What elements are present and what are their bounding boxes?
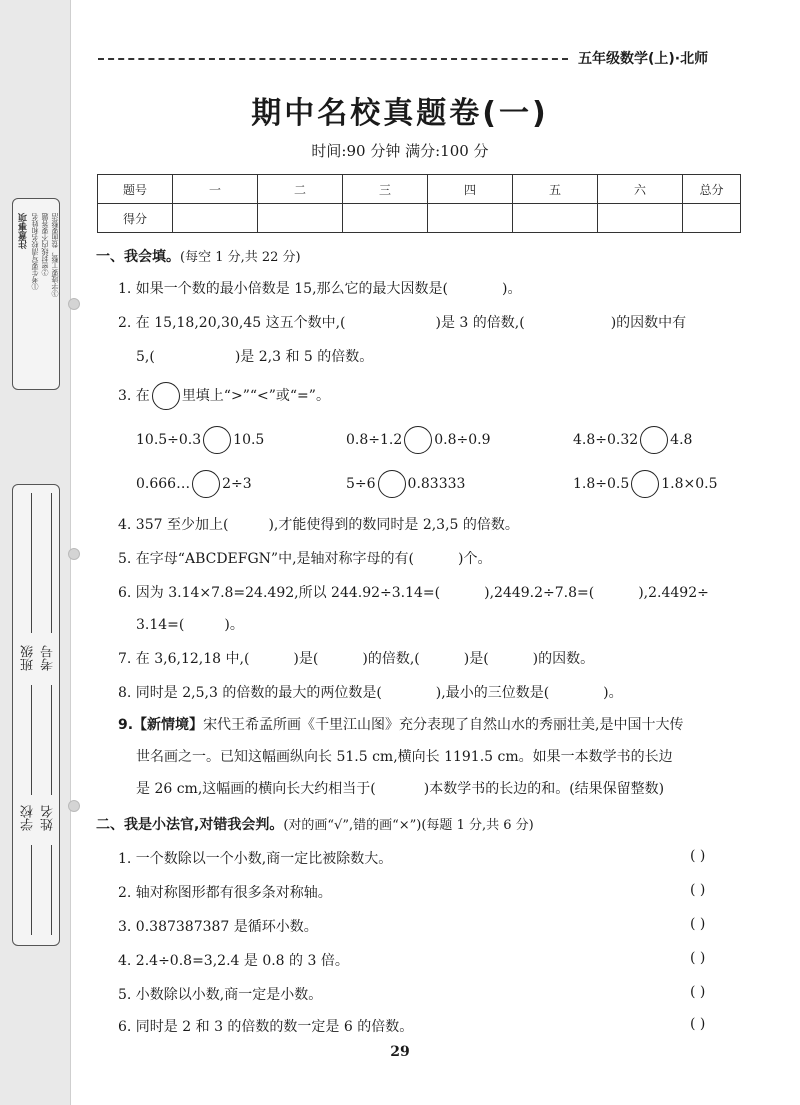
field-exam-number: 考号 — [41, 645, 56, 671]
page-title: 期中名校真题卷(一) — [251, 96, 549, 131]
binding-hole — [68, 548, 80, 560]
circle-blank-icon — [152, 382, 180, 410]
compare-item-5: 5÷6 0.83333 — [346, 470, 465, 498]
score-table — [97, 174, 741, 233]
compare-item-6: 1.8÷0.5 1.8×0.5 — [573, 470, 718, 498]
notice-line-1: ①考生要写清校名和姓名 — [31, 213, 39, 290]
table-cell: 四 — [428, 175, 513, 204]
compare-circle[interactable] — [192, 470, 220, 498]
notice-label: 注意事项 — [19, 213, 29, 249]
notice-line-3: ③字迹要工整，卷面要整洁 — [51, 213, 59, 297]
binding-hole — [68, 298, 80, 310]
score-cell[interactable] — [343, 204, 428, 233]
judge-item-2: 2. 轴对称图形都有很多条对称轴。 — [118, 885, 332, 901]
compare-circle[interactable] — [203, 426, 231, 454]
question-1: 1. 如果一个数的最小倍数是 15,那么它的最大因数是( )。 — [118, 281, 522, 297]
judge-item-3: 3. 0.387387387 是循环小数。 — [118, 919, 318, 935]
compare-circle[interactable] — [378, 470, 406, 498]
question-3: 3. 在 里填上“>”“<”或“=”。 — [118, 382, 330, 410]
score-cell[interactable] — [428, 204, 513, 233]
field-class: 班级 — [21, 645, 36, 671]
compare-item-4: 0.666… 2÷3 — [136, 470, 252, 498]
score-cell[interactable] — [598, 204, 683, 233]
question-9-line-2: 世名画之一。已知这幅画纵向长 51.5 cm,横向长 1191.5 cm。如果一本数学书的长边 — [136, 749, 673, 765]
table-cell: 三 — [343, 175, 428, 204]
judge-item-5: 5. 小数除以小数,商一定是小数。 — [118, 987, 323, 1003]
question-2: 2. 在 15,18,20,30,45 这五个数中,( )是 3 的倍数,( )的因数中有 — [118, 315, 687, 331]
compare-circle[interactable] — [404, 426, 432, 454]
field-school: 学校 — [21, 805, 36, 831]
table-row — [98, 204, 741, 233]
question-6: 6. 因为 3.14×7.8=24.492,所以 244.92÷3.14=( ),2449.2÷7.8=( ),2.4492÷ — [118, 585, 709, 601]
judge-answer-box[interactable]: ( ) — [690, 984, 706, 1000]
section-1-heading: 一、我会填。(每空 1 分,共 22 分) — [96, 249, 301, 265]
compare-circle[interactable] — [631, 470, 659, 498]
table-cell: 得分 — [98, 204, 173, 233]
score-cell[interactable] — [513, 204, 598, 233]
exam-time-info: 时间:90 分钟 满分:100 分 — [311, 142, 489, 160]
student-id-box — [12, 484, 60, 946]
question-5: 5. 在字母“ABCDEFGN”中,是轴对称字母的有( )个。 — [118, 551, 492, 567]
book-label: 五年级数学(上)·北师 — [578, 51, 709, 67]
judge-answer-box[interactable]: ( ) — [690, 882, 706, 898]
compare-item-1: 10.5÷0.3 10.5 — [136, 426, 264, 454]
table-cell: 一 — [173, 175, 258, 204]
compare-circle[interactable] — [640, 426, 668, 454]
field-name: 姓名 — [41, 805, 56, 831]
score-cell[interactable] — [173, 204, 258, 233]
table-cell: 六 — [598, 175, 683, 204]
question-8: 8. 同时是 2,5,3 的倍数的最大的两位数是( ),最小的三位数是( )。 — [118, 685, 623, 701]
table-cell: 二 — [258, 175, 343, 204]
score-cell[interactable] — [258, 204, 343, 233]
table-cell: 五 — [513, 175, 598, 204]
table-cell: 题号 — [98, 175, 173, 204]
judge-answer-box[interactable]: ( ) — [690, 950, 706, 966]
judge-answer-box[interactable]: ( ) — [690, 916, 706, 932]
question-9-line-3: 是 26 cm,这幅画的横向长大约相当于( )本数学书的长边的和。(结果保留整数) — [136, 781, 665, 797]
question-7: 7. 在 3,6,12,18 中,( )是( )的倍数,( )是( )的因数。 — [118, 651, 595, 667]
question-9: 9.【新情境】宋代王希孟所画《千里江山图》充分表现了自然山水的秀丽壮美,是中国十大传 — [118, 717, 684, 733]
binding-hole — [68, 800, 80, 812]
binding-margin — [0, 0, 71, 1105]
judge-item-4: 4. 2.4÷0.8=3,2.4 是 0.8 的 3 倍。 — [118, 953, 349, 969]
score-cell[interactable] — [683, 204, 741, 233]
notice-box — [12, 198, 60, 390]
question-4: 4. 357 至少加上( ),才能使得到的数同时是 2,3,5 的倍数。 — [118, 517, 519, 533]
page-number: 29 — [390, 1044, 410, 1060]
notice-line-2: ②密封线内不要答题 — [41, 213, 49, 276]
question-6-cont: 3.14=( )。 — [136, 617, 244, 633]
compare-item-3: 4.8÷0.32 4.8 — [573, 426, 692, 454]
compare-item-2: 0.8÷1.2 0.8÷0.9 — [346, 426, 491, 454]
judge-answer-box[interactable]: ( ) — [690, 1016, 706, 1032]
header-dashed-line — [98, 58, 568, 60]
judge-item-1: 1. 一个数除以一个小数,商一定比被除数大。 — [118, 851, 393, 867]
question-2-cont: 5,( )是 2,3 和 5 的倍数。 — [136, 349, 374, 365]
judge-answer-box[interactable]: ( ) — [690, 848, 706, 864]
section-2-heading: 二、我是小法官,对错我会判。(对的画“√”,错的画“×”)(每题 1 分,共 6 分) — [96, 817, 534, 833]
judge-item-6: 6. 同时是 2 和 3 的倍数的数一定是 6 的倍数。 — [118, 1019, 414, 1035]
table-cell: 总分 — [683, 175, 741, 204]
table-row — [98, 175, 741, 204]
